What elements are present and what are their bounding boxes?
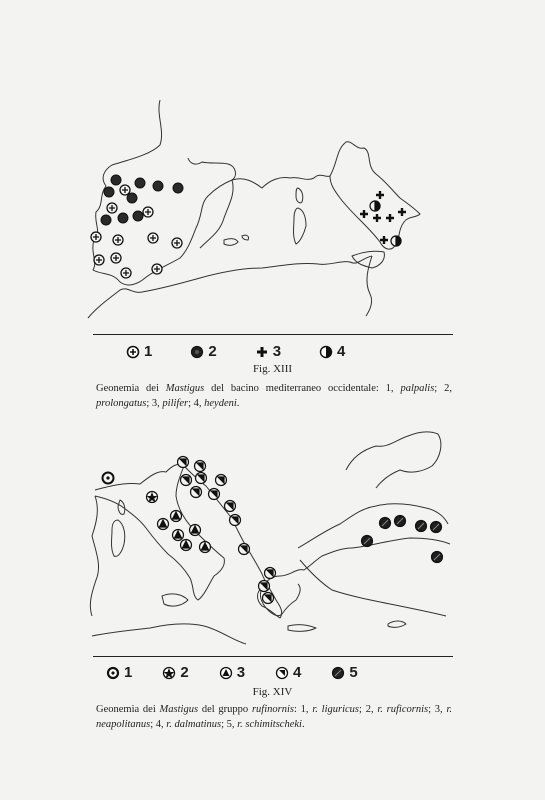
record-marker bbox=[147, 492, 158, 503]
caption-text: ; 5, bbox=[221, 719, 238, 730]
record-marker bbox=[239, 544, 250, 555]
legend-item-heydeni bbox=[319, 343, 345, 360]
record-marker bbox=[380, 236, 388, 244]
record-marker bbox=[416, 521, 427, 532]
caption-taxon: r. ruficornis bbox=[377, 704, 429, 715]
record-marker bbox=[113, 235, 123, 245]
circle-star-icon bbox=[162, 666, 176, 680]
caption-taxon: r. neapolitanus bbox=[96, 704, 453, 730]
figure-13-caption bbox=[96, 381, 452, 411]
legend-item-schimitscheki bbox=[331, 664, 357, 681]
figure-14-caption bbox=[96, 702, 452, 732]
records-prolongatus bbox=[101, 175, 183, 225]
italy-coastline bbox=[330, 142, 420, 249]
legend-number: 3 bbox=[236, 664, 246, 681]
record-marker bbox=[395, 516, 406, 527]
record-marker bbox=[148, 233, 158, 243]
tunisia-coastline bbox=[366, 256, 372, 316]
legend-item-liguricus bbox=[106, 664, 132, 681]
caption-species: prolongatus bbox=[96, 398, 147, 409]
caption-text: . bbox=[301, 719, 305, 730]
record-marker bbox=[178, 457, 189, 468]
record-marker bbox=[103, 473, 114, 484]
cyprus-coastline bbox=[388, 621, 406, 627]
record-marker bbox=[263, 593, 274, 604]
iberia-coastline bbox=[90, 496, 98, 616]
caption-text: ; 2, bbox=[359, 704, 378, 715]
caption-text: ; 4, bbox=[150, 719, 167, 730]
caption-text: ; 3, bbox=[428, 704, 447, 715]
record-marker bbox=[118, 213, 128, 223]
legend-item-ruficornis bbox=[162, 664, 188, 681]
record-marker bbox=[265, 568, 276, 579]
legend-number: 5 bbox=[349, 664, 358, 681]
record-marker bbox=[120, 185, 130, 195]
north-africa-coastline bbox=[92, 624, 246, 644]
map-western-mediterranean bbox=[0, 90, 545, 330]
legend-number: 3 bbox=[272, 343, 282, 360]
record-marker bbox=[153, 181, 163, 191]
ring-dot-icon bbox=[106, 666, 120, 680]
circle-dark-icon bbox=[331, 666, 345, 680]
record-marker bbox=[173, 183, 183, 193]
caption-species: palpalis bbox=[400, 383, 435, 394]
caption-text: del gruppo bbox=[198, 704, 252, 715]
legend-rule-14 bbox=[93, 656, 453, 657]
sicily-coastline bbox=[352, 251, 384, 268]
legend-number: 2 bbox=[208, 343, 217, 360]
caption-genus: Mastigus bbox=[165, 383, 205, 394]
record-marker bbox=[370, 201, 380, 211]
record-marker bbox=[191, 487, 202, 498]
sardinia-coastline bbox=[112, 520, 125, 556]
legend-item-prolongatus bbox=[190, 343, 216, 360]
record-marker bbox=[225, 501, 236, 512]
legend-item-palpalis bbox=[126, 343, 152, 360]
caption-text: ; 3, bbox=[146, 398, 163, 409]
record-marker bbox=[127, 193, 137, 203]
record-marker bbox=[181, 475, 192, 486]
caption-text: del bacino mediterraneo occidentale: 1, bbox=[204, 383, 401, 394]
record-marker bbox=[190, 525, 201, 536]
circle-half-icon bbox=[319, 345, 333, 359]
record-marker bbox=[230, 515, 241, 526]
caption-text: Geonemia dei bbox=[96, 383, 166, 394]
legend-rule-13 bbox=[93, 334, 453, 335]
sicily-coastline bbox=[162, 594, 188, 606]
caption-text: ; 4, bbox=[188, 398, 205, 409]
balearic-islands bbox=[224, 235, 249, 245]
corsica-coastline bbox=[118, 500, 125, 514]
record-marker bbox=[391, 236, 401, 246]
crete-coastline bbox=[288, 625, 316, 632]
legend-item-neapolitanus bbox=[219, 664, 245, 681]
record-marker bbox=[91, 232, 101, 242]
record-marker bbox=[158, 519, 169, 530]
record-marker bbox=[94, 255, 104, 265]
record-marker bbox=[432, 552, 443, 563]
record-marker bbox=[111, 175, 121, 185]
record-marker bbox=[216, 475, 227, 486]
records-ruficornis bbox=[147, 492, 158, 503]
legend-item-pilifer bbox=[255, 343, 281, 360]
record-marker bbox=[143, 207, 153, 217]
record-marker bbox=[121, 268, 131, 278]
record-marker bbox=[133, 211, 143, 221]
records-liguricus bbox=[103, 473, 114, 484]
circle-triangle-icon bbox=[219, 666, 233, 680]
record-marker bbox=[373, 214, 381, 222]
legend-number: 4 bbox=[337, 343, 346, 360]
record-marker bbox=[101, 215, 111, 225]
legend-number: 1 bbox=[144, 343, 153, 360]
circle-cross-icon bbox=[126, 345, 140, 359]
record-marker bbox=[200, 542, 211, 553]
north-africa-coastline bbox=[88, 256, 372, 318]
figure-13-label: Fig. XIII bbox=[252, 363, 293, 375]
record-marker bbox=[104, 187, 114, 197]
anatolia-coastline bbox=[298, 504, 450, 616]
record-marker bbox=[181, 540, 192, 551]
record-marker bbox=[259, 581, 270, 592]
legend-item-dalmatinus bbox=[275, 664, 301, 681]
record-marker bbox=[380, 518, 391, 529]
corsica-coastline bbox=[296, 188, 303, 203]
caption-genus: Mastigus bbox=[159, 704, 199, 715]
caption-species: pilifer bbox=[162, 398, 189, 409]
caption-text: : 1, bbox=[293, 704, 313, 715]
record-marker bbox=[386, 214, 394, 222]
caption-text: . bbox=[236, 398, 240, 409]
record-marker bbox=[172, 238, 182, 248]
sardinia-coastline bbox=[294, 208, 307, 244]
record-marker bbox=[376, 191, 384, 199]
cross-icon bbox=[255, 345, 269, 359]
caption-text: Geonemia dei bbox=[96, 704, 160, 715]
legend-number: 4 bbox=[293, 664, 302, 681]
black-sea-coastline bbox=[346, 432, 441, 488]
record-marker bbox=[398, 208, 406, 216]
record-marker bbox=[111, 253, 121, 263]
record-marker bbox=[107, 203, 117, 213]
record-marker bbox=[152, 264, 162, 274]
legend-13 bbox=[126, 343, 383, 360]
record-marker bbox=[209, 489, 220, 500]
circle-square-icon bbox=[275, 666, 289, 680]
legend-number: 2 bbox=[180, 664, 189, 681]
caption-group: rufinornis bbox=[251, 704, 294, 715]
figure-14-label: Fig. XIV bbox=[252, 686, 293, 698]
map-mediterranean-east bbox=[0, 425, 545, 650]
record-marker bbox=[431, 522, 442, 533]
record-marker bbox=[196, 473, 207, 484]
caption-species: heydeni bbox=[204, 398, 237, 409]
circle-filled-icon bbox=[190, 345, 204, 359]
record-marker bbox=[173, 530, 184, 541]
record-marker bbox=[360, 210, 368, 218]
legend-14 bbox=[106, 664, 358, 681]
record-marker bbox=[135, 178, 145, 188]
record-marker bbox=[362, 536, 373, 547]
caption-taxon: r. schimitscheki bbox=[237, 719, 302, 730]
legend-number: 1 bbox=[124, 664, 133, 681]
caption-taxon: r. liguricus bbox=[312, 704, 359, 715]
record-marker bbox=[195, 461, 206, 472]
record-marker bbox=[171, 511, 182, 522]
caption-taxon: r. dalmatinus bbox=[166, 719, 222, 730]
caption-text: ; 2, bbox=[434, 383, 452, 394]
